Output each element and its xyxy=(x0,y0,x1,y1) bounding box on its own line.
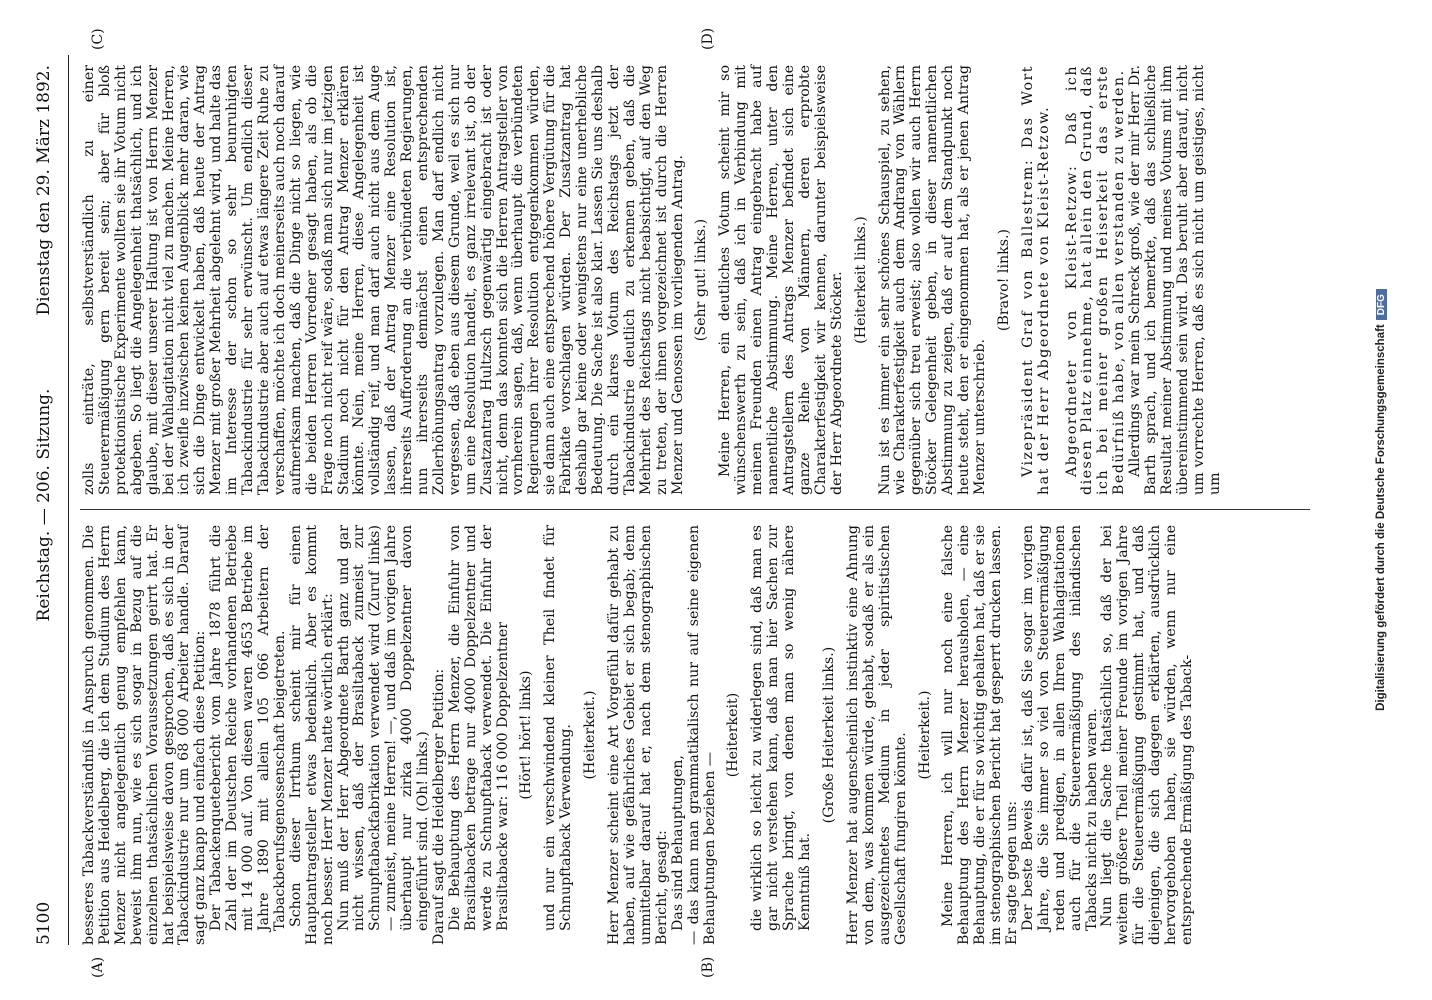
marker-a: (A) xyxy=(90,956,106,978)
credit-text: Digitalisierung gefördert durch die Deutsche Forschungsgemeinschaft xyxy=(1375,324,1387,711)
marker-d: (D) xyxy=(700,27,716,50)
session-date: Dienstag den 29. März 1892. xyxy=(34,65,54,316)
paragraph: Das sind Behauptungen, xyxy=(669,755,686,931)
paragraph: Herr Menzer scheint eine Art Vorgefühl dafür gehabt zu haben, auf wie gefährliches Gebiet er sich begab; denn unmittelbar darauf hat er, nach dem stenographischen Bericht, gesagt: xyxy=(606,525,670,945)
interjection: (Große Heiterkeit links.) xyxy=(820,646,837,824)
paragraph: Darauf sagt die Heidelberger Petition: xyxy=(430,668,447,945)
dfg-logo: DFG xyxy=(1376,289,1387,320)
paragraph: Schon dieser Irrthum scheint mir für einen Hauptantragsteller etwas bedenklich. Aber es kommt noch besser. Herr Menzer hatte wörtlich erklärt: xyxy=(287,525,336,945)
paragraph: Abgeordneter von Kleist-Retzow: Daß ich diesen Platz einnehme, hat allein den Grund, daß ich bei meiner großen Heiserkeit das erste Bedürfniß habe, von allen verstanden zu werden. xyxy=(1063,65,1128,495)
interjection: (Heiterkeit.) xyxy=(582,690,599,780)
marker-c: (C) xyxy=(90,28,106,50)
header-rule xyxy=(68,55,69,945)
interjection: (Heiterkeit) xyxy=(725,692,742,778)
paragraph: und nur ein verschwindend kleiner Theil findet für Schnupftaback Verwendung. xyxy=(542,525,575,931)
interjection: (Sehr gut! links.) xyxy=(693,218,710,342)
paragraph: Allerdings war mein Schreck groß, wie der mir Herr Dr. Barth sprach, und ich bemerkte, daß das schließliche Resultat meiner Abstimmung und meines Votums mit ihm übereinstimmend sein wird. Das beruht aber darauf, nicht um vorrechte Herren, daß es sich nicht um geistiges, nicht um xyxy=(1127,65,1223,495)
paragraph xyxy=(1053,65,1065,495)
page-number: 5100 xyxy=(34,901,54,945)
paragraph: die wirklich so leicht zu widerlegen sind, daß man es gar nicht verstehen kann, daß man hier Sachen zur Sprache bringt, von denen man so wenig nähere Kenntniß hat. xyxy=(749,525,814,931)
paragraph: Der beste Beweis dafür ist, daß Sie sogar im vorigen Jahre, die Sie immer so viel von Steuerermäßigung reden und predigen, in allen Ihren Wahlagitationen auch für die Steuerermäßigung des inländischen Tabacks nicht zu haben waren. xyxy=(1019,525,1100,931)
interjection: (Heiterkeit links.) xyxy=(852,216,869,344)
paragraph: Nun muß der Herr Abgeordnete Barth ganz und gar nicht wissen, daß der Brasiltaback zumeist zur Schnupftabackfabrikation verwendet wird (Zuruf links) — zumeist, meine Herren! —, und daß im vorigen Jahre überhaupt nur zirka 4000 Doppelzentner davon eingeführt sind. (Oh! links.) xyxy=(335,525,432,931)
paragraph: Meine Herren, ein deutliches Votum scheint mir so wünschenswerth zu sein, daß ich in Verbindung mit meinen Freunden einen Antrag eingebracht habe auf namentliche Abstimmung. Meine Herren, unter den Antragstellern des Antrags Menzer befindet sich eine ganze Reihe von Männern, deren erprobte Charakterfestigkeit wir kennen, darunter beispielsweise der Herr Abgeordnete Stöcker. xyxy=(717,65,845,495)
paragraph: Nun ist es immer ein sehr schönes Schauspiel, zu sehen, wie Charakterfestigkeit auch dem Andrang von Wählern gegenüber sich treu erweist; also wollen wir auch Herrn Stöcker Gelegenheit geben, in dieser namentlichen Abstimmung zu zeigen, daß er auf dem Standpunkt noch heute steht, den er eingenommen hat, als er jenen Antrag Menzer unterschrieb. xyxy=(876,65,988,495)
paragraph: Nun liegt die Sache thatsächlich so, daß der bei weitem größere Theil meiner Freunde im vorigen Jahre für die Steuerermäßigung gestimmt hat, und daß diejenigen, die sich dagegen erklärten, ausdrücklich hervorgehoben haben, sie würden, wenn nur eine entsprechende Ermäßigung des Taback- xyxy=(1099,525,1195,945)
paragraph: besseres Tabackverständniß in Anspruch genommen. Die Petition aus Heidelberg, die ich dem Studium des Herrn Menzer nicht angelegentlich genug empfehlen kann, beweist ihm nun, wie es sich sogar in Bezug auf die einzelnen thatsächlichen Voraussetzungen geirrt hat. Er hat beispielsweise davon gesprochen, daß es sich in der Tabackindustrie nur um 68 000 Arbeiter handle. Darauf sagt ganz knapp und einfach diese Petition: xyxy=(81,525,209,945)
paragraph: Meine Herren, ich will nur noch eine falsche Behauptung des Herrn Menzer herausholen, — eine Behauptung, die er für so wichtig gehalten hat, daß er sie im stenographischen Bericht hat gesperrt drucken lassen. Er sagte gegen uns: xyxy=(940,525,1021,945)
paragraph: Herr Menzer hat augenscheinlich instinktiv eine Ahnung von dem, was kommen würde, gehabt, sodaß er als ein ausgezeichnetes Medium in jeder spiritistischen Gesellschaft fungiren könnte. xyxy=(844,525,909,945)
paragraph: zolls einträte, selbstverständlich zu einer Steuerermäßigung gern bereit sein; aber für bloß protektionistische Experimente wollten sie ihr Votum nicht abgeben. So liegt die Angelegenheit thatsächlich, und ich glaube, mit dieser unserer Haltung ist von Herrn Menzer bei der Wahlagitation nicht viel zu machen. Meine Herren, ich zweifle inzwischen keinen Augenblick mehr daran, wie sich die Dinge entwickelt haben, daß heute der Antrag Menzer mit großer Mehrheit abgelehnt wird, und halte das im Interesse der schon so sehr beunruhigten Tabackindustrie für sehr erwünscht. Um endlich dieser Tabackindustrie aber auch auf etwas längere Zeit Ruhe zu verschaffen, möchte ich doch meinerseits auch noch darauf aufmerksam machen, daß die Dinge nicht so liegen, wie die beiden Herren Vorredner gesagt haben, als ob die Frage noch nicht reif wäre, sodaß man sich nur im jetzigen Stadium noch nicht für den Antrag Menzer erklären könnte. Nein, meine Herren, diese Angelegenheit ist vollständig reif, und man darf auch nicht aus dem Auge lassen, daß der Antrag Menzer eine Resolution ist, ihrerseits Aufforderung an die verbündeten Regierungen, nun ihrerseits demnächst einen entsprechenden Zollerhöhungsantrag vorzulegen. Man darf endlich nicht vergessen, daß eben aus diesem Grunde, weil es sich nur um eine Resolution handelt, es ganz irrelevant ist, ob der Zusatzantrag Hultzsch gegenwärtig eingebracht ist oder nicht, denn das konnten sich die Herren Antragsteller von vornherein sagen, daß, wenn überhaupt die verbündeten Regierungen ihrer Resolution entgegenkommen würden, sie dann auch eine entsprechend höhere Vergütung für die Fabrikate vorschlagen würden. Der Zusatzantrag hat deshalb gar keine oder wenigstens nur eine unerhebliche Bedeutung. Die Sache ist also klar. Lassen Sie uns deshalb durch ein klares Votum des Reichstags jetzt der Tabackindustrie deutlich zu erkennen geben, daß die Mehrheit des Reichstags nicht beabsichtigt, auf den Weg zu treten, der ihnen vorgezeichnet ist durch die Herren Menzer und Genossen im vorliegenden Antrag. xyxy=(81,65,686,495)
interjection: (Hört! hört! links) xyxy=(518,670,535,800)
paragraph: Die Behauptung des Herrn Menzer, die Einfuhr von Brasiltabacken betrage nur 4000 Doppelzentner und werde zu Schnupftaback verwendet. Die Einfuhr der Brasiltabacke war: 116 000 Doppelzentner xyxy=(446,525,511,931)
paragraph: — das kann man grammatikalisch nur auf seine eigenen Behauptungen beziehen — xyxy=(685,525,718,945)
marker-b: (B) xyxy=(700,956,716,978)
interjection: (Heiterkeit.) xyxy=(916,690,933,780)
left-column xyxy=(82,525,1196,945)
page-header xyxy=(34,65,64,945)
right-column xyxy=(82,65,1224,495)
paragraph: Vizepräsident Graf von Ballestrem: Das Wort hat der Herr Abgeordnete von Kleist-Retzow. xyxy=(1019,65,1052,495)
paragraph: Der Tabackenquetebericht vom Jahre 1878 führt die Zahl der im Deutschen Reiche vorhandenen Betriebe mit 14 000 auf. Von diesen waren 4653 Betriebe im Jahre 1890 mit allein 105 066 Arbeitern der Tabackberufsgenossenschaft beigetreten. xyxy=(208,525,288,931)
session-title: Reichstag. — 206. Sitzung. xyxy=(34,388,54,622)
column-divider xyxy=(80,509,1310,510)
digitization-credit xyxy=(1375,0,1387,1000)
interjection: (Bravo! links.) xyxy=(995,228,1012,332)
